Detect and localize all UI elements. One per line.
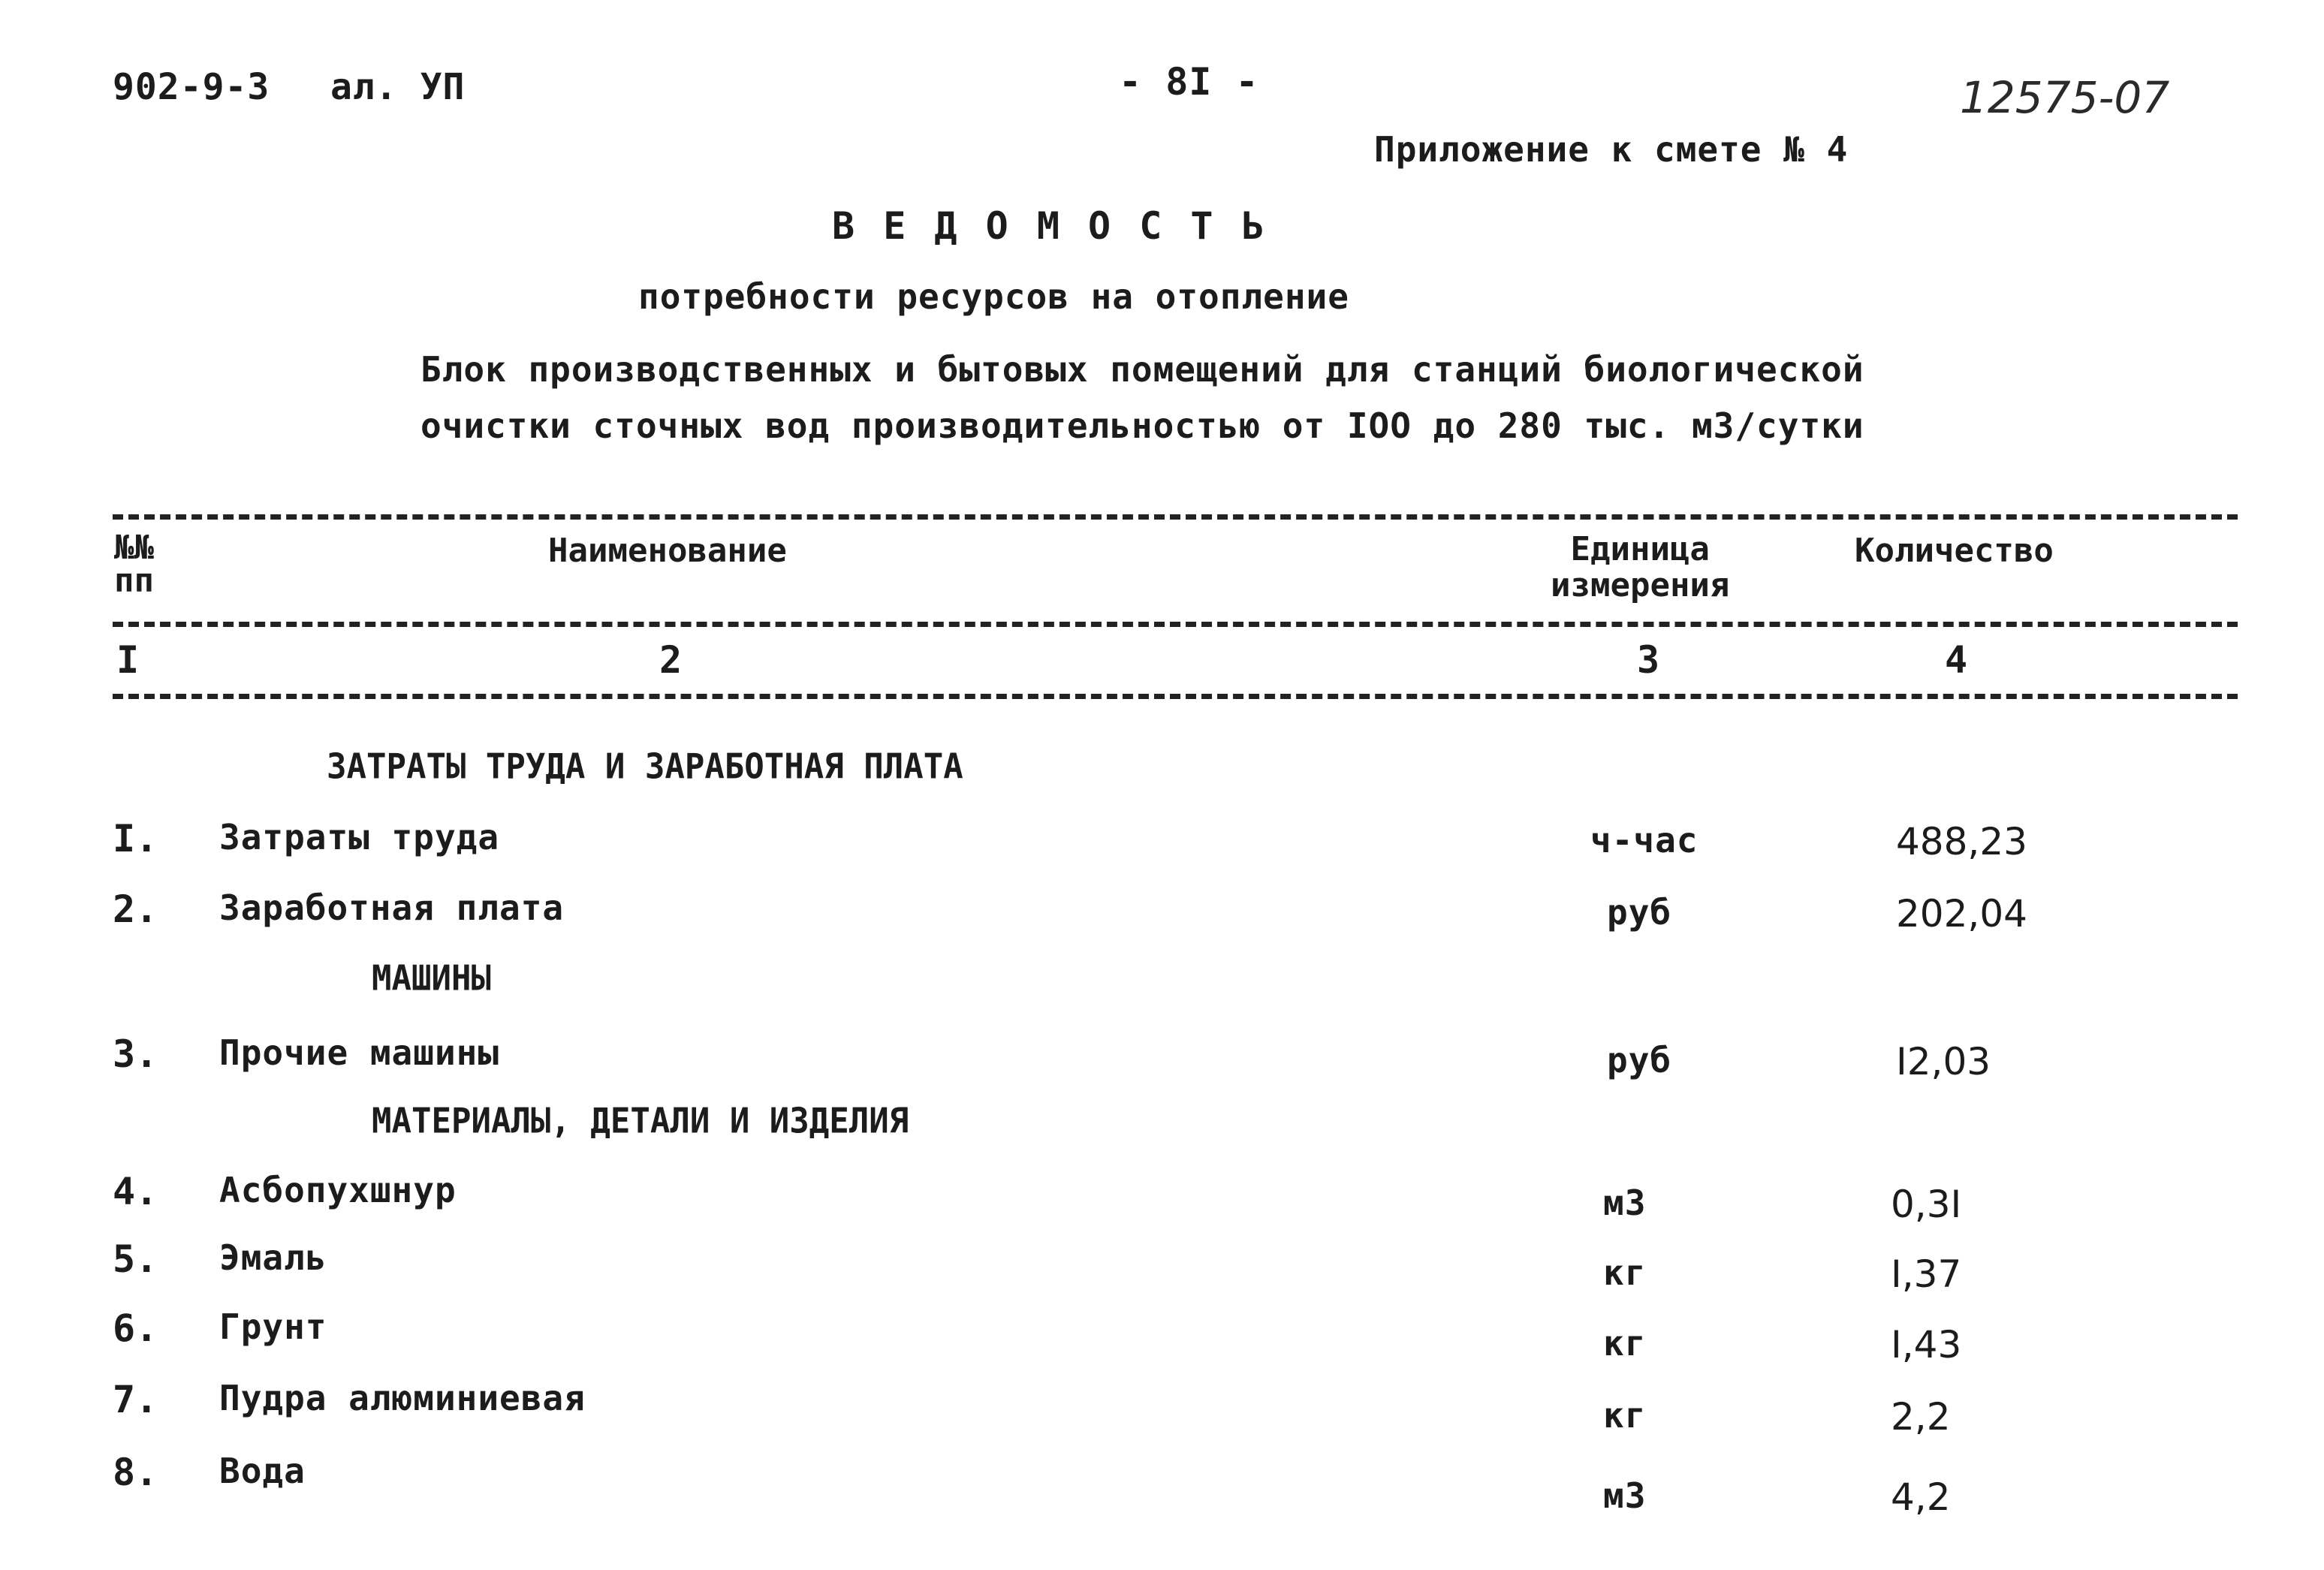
document-title: В Е Д О М О С Т Ь <box>832 204 1267 248</box>
row-number: 2. <box>113 887 158 931</box>
column-number: 3 <box>1637 638 1660 682</box>
table-top-rule <box>113 514 2238 520</box>
description-line-2: очистки сточных вод производительностью от IOO до 280 тыс. м3/сутки <box>420 405 1864 446</box>
document-subtitle: потребности ресурсов на отопление <box>638 276 1349 317</box>
header-unit-line2: измерения <box>1551 566 1730 604</box>
header-rule <box>113 622 2238 627</box>
row-unit: руб <box>1607 892 1672 933</box>
row-number: 5. <box>113 1237 158 1281</box>
album-label: ал. УП <box>330 66 466 108</box>
row-name: Эмаль <box>219 1237 327 1278</box>
column-number-rule <box>113 694 2238 699</box>
row-name: Грунт <box>219 1306 327 1347</box>
row-quantity: I2,03 <box>1896 1040 1991 1083</box>
row-name: Пудра алюминиевая <box>219 1378 586 1418</box>
column-number: 4 <box>1945 638 1968 682</box>
description-line-1: Блок производственных и бытовых помещений для станций биологической <box>420 349 1864 390</box>
row-quantity: 202,04 <box>1896 892 2027 936</box>
row-number: 6. <box>113 1306 158 1350</box>
row-unit: руб <box>1607 1040 1672 1080</box>
row-name: Вода <box>219 1451 306 1491</box>
row-number: 8. <box>113 1451 158 1494</box>
row-quantity: 4,2 <box>1891 1475 1951 1519</box>
row-number: 7. <box>113 1378 158 1421</box>
row-unit: м3 <box>1603 1475 1647 1516</box>
row-unit: кг <box>1603 1395 1647 1436</box>
appendix-label: Приложение к смете № 4 <box>1374 129 1849 170</box>
section-heading-labor: ЗАТРАТЫ ТРУДА И ЗАРАБОТНАЯ ПЛАТА <box>327 746 963 788</box>
row-name: Асбопухшнур <box>219 1170 457 1210</box>
section-heading-materials: МАТЕРИАЛЫ, ДЕТАЛИ И ИЗДЕЛИЯ <box>372 1101 909 1142</box>
column-number: I <box>116 638 140 682</box>
header-unit-line1: Единица <box>1570 530 1710 568</box>
row-unit: кг <box>1603 1323 1647 1364</box>
row-name: Затраты труда <box>219 817 500 857</box>
row-quantity: 0,3I <box>1891 1183 1962 1226</box>
row-quantity: 2,2 <box>1891 1395 1951 1439</box>
row-number: 4. <box>113 1170 158 1213</box>
row-quantity: 488,23 <box>1896 820 2027 863</box>
header-number-line1: №№ <box>114 529 154 567</box>
row-quantity: I,43 <box>1891 1323 1962 1367</box>
header-unit-col <box>1551 532 1729 604</box>
document-code: 902-9-3 <box>113 66 270 108</box>
header-number-col <box>114 529 154 600</box>
row-unit: м3 <box>1603 1183 1647 1223</box>
page-number: - 8I - <box>1119 60 1259 104</box>
row-name: Заработная плата <box>219 887 565 928</box>
column-number: 2 <box>659 638 683 682</box>
header-quantity-col: Количество <box>1855 532 2054 570</box>
row-quantity: I,37 <box>1891 1252 1962 1296</box>
row-name: Прочие машины <box>219 1032 500 1073</box>
row-number: 3. <box>113 1032 158 1076</box>
row-number: I. <box>113 817 158 860</box>
row-unit: ч-час <box>1590 820 1699 860</box>
row-unit: кг <box>1603 1252 1647 1293</box>
header-number-line2: пп <box>114 562 154 600</box>
section-heading-machines: МАШИНЫ <box>372 958 491 999</box>
header-name-col: Наименование <box>548 532 787 570</box>
handwritten-number: 12575-07 <box>1960 72 2170 123</box>
